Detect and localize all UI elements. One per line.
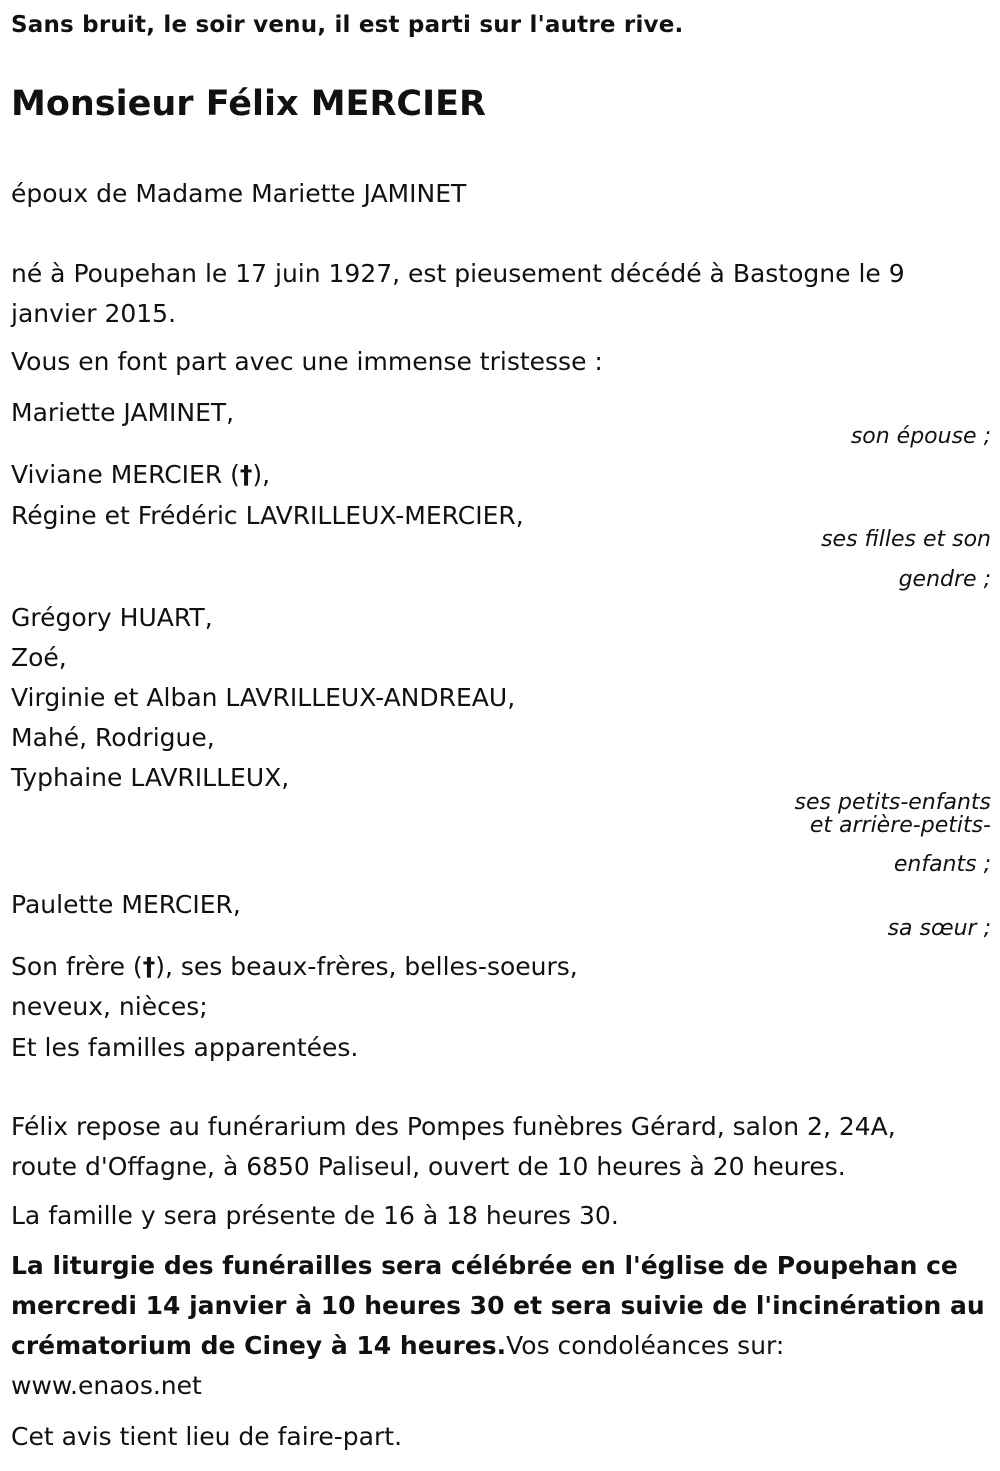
family-daughters-role-2: gendre ;	[898, 567, 991, 592]
family-others-line-3: Et les familles apparentées.	[11, 1033, 359, 1062]
funerarium-line-1: Félix repose au funérarium des Pompes funèbres Gérard, salon 2, 24A,	[11, 1112, 896, 1141]
funerarium-line-2: route d'Offagne, à 6850 Paliseul, ouvert de 10 heures à 20 heures.	[11, 1152, 846, 1181]
family-daughters-role-1: ses filles et son	[821, 527, 991, 552]
family-daughter-line-1	[11, 455, 270, 495]
family-spouse-role: son épouse ;	[850, 424, 991, 449]
birth-death-line-2: janvier 2015.	[11, 299, 177, 328]
family-grandchildren-list	[11, 598, 991, 798]
list-item: Virginie et Alban LAVRILLEUX-ANDREAU,	[11, 683, 516, 712]
spouse-line: époux de Madame Mariette JAMINET	[11, 179, 467, 208]
liturgy-line-1: La liturgie des funérailles sera célébrée en l'église de Poupehan ce	[11, 1251, 958, 1280]
daughter-name-close: ),	[252, 460, 271, 489]
family-others-line-2: neveux, nièces;	[11, 992, 208, 1021]
brother-text-rest: ), ses beaux-frères, belles-soeurs,	[155, 952, 578, 981]
cross-icon: †	[142, 952, 156, 981]
family-grandchildren-role-2: et arrière-petits-	[809, 813, 991, 838]
condolences-link[interactable]: www.enaos.net	[11, 1371, 202, 1400]
list-item: Typhaine LAVRILLEUX,	[11, 763, 290, 792]
daughter-name: Viviane MERCIER (	[11, 460, 240, 489]
family-spouse-name: Mariette JAMINET,	[11, 398, 235, 427]
list-item: Grégory HUART,	[11, 603, 213, 632]
family-grandchildren-role-1: ses petits-enfants	[794, 790, 991, 815]
condolences-label: Vos condoléances sur:	[506, 1331, 785, 1360]
family-daughter-line-2: Régine et Frédéric LAVRILLEUX-MERCIER,	[11, 501, 524, 530]
brother-text: Son frère (	[11, 952, 143, 981]
liturgy-line-2: mercredi 14 janvier à 10 heures 30 et sera suivie de l'incinération au	[11, 1291, 985, 1320]
cross-icon: †	[239, 460, 253, 489]
announcement: Vous en font part avec une immense tristesse :	[11, 347, 603, 376]
liturgy-line-3	[11, 1326, 784, 1366]
family-grandchildren-role-3: enfants ;	[893, 852, 991, 877]
family-sister-role: sa sœur ;	[887, 916, 991, 941]
birth-death-line-1: né à Poupehan le 17 juin 1927, est pieusement décédé à Bastogne le 9	[11, 259, 905, 288]
liturgy-crematorium: crématorium de Ciney à 14 heures.	[11, 1331, 507, 1360]
family-others-line-1	[11, 947, 578, 987]
list-item: Zoé,	[11, 643, 67, 672]
list-item: Mahé, Rodrigue,	[11, 723, 215, 752]
family-presence: La famille y sera présente de 16 à 18 heures 30.	[11, 1201, 619, 1230]
family-sister-name: Paulette MERCIER,	[11, 890, 241, 919]
epigraph: Sans bruit, le soir venu, il est parti sur l'autre rive.	[11, 12, 684, 38]
deceased-name: Monsieur Félix MERCIER	[11, 84, 486, 124]
closing-note: Cet avis tient lieu de faire-part.	[11, 1422, 403, 1451]
